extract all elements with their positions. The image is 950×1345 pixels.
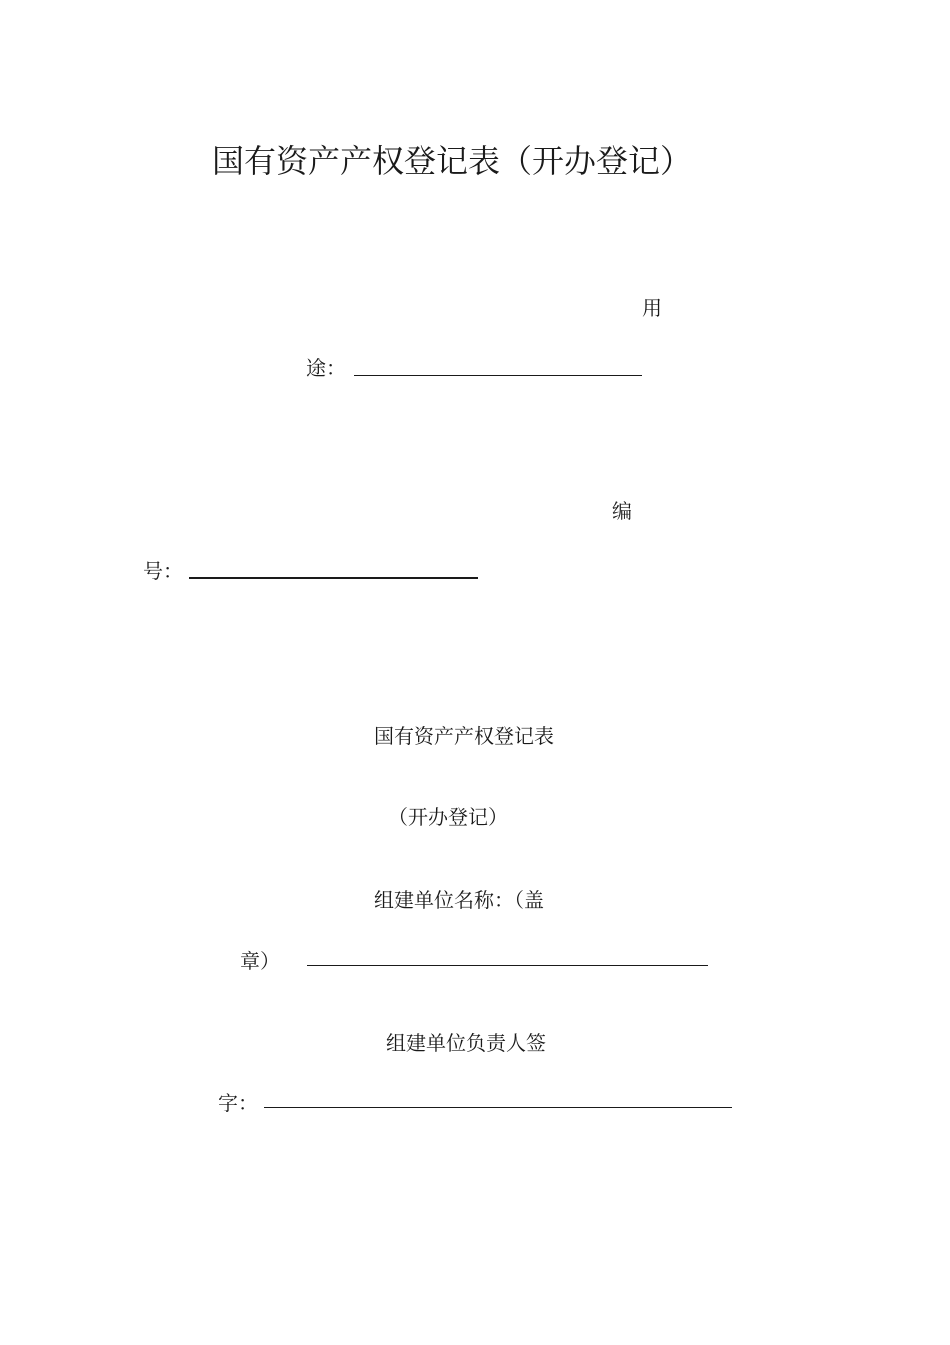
purpose-fill-line[interactable]: [354, 375, 642, 376]
signature-label-part2: 字：: [218, 1091, 258, 1115]
sub-title-paren: （开办登记）: [388, 805, 508, 829]
number-fill-line[interactable]: [189, 577, 478, 579]
signature-fill-line[interactable]: [264, 1107, 732, 1108]
org-name-label-part1: 组建单位名称：（盖: [374, 888, 544, 912]
document-title: 国有资产产权登记表（开办登记）: [212, 142, 693, 180]
sub-title: 国有资产产权登记表: [374, 724, 554, 748]
org-name-fill-line[interactable]: [307, 965, 708, 966]
number-label-part1: 编: [612, 499, 632, 523]
number-label-part2: 号：: [143, 559, 183, 583]
purpose-label-part1: 用: [642, 296, 662, 320]
signature-label-part1: 组建单位负责人签: [386, 1031, 546, 1055]
org-name-label-part2: 章）: [240, 949, 280, 973]
purpose-label-part2: 途：: [306, 356, 346, 380]
